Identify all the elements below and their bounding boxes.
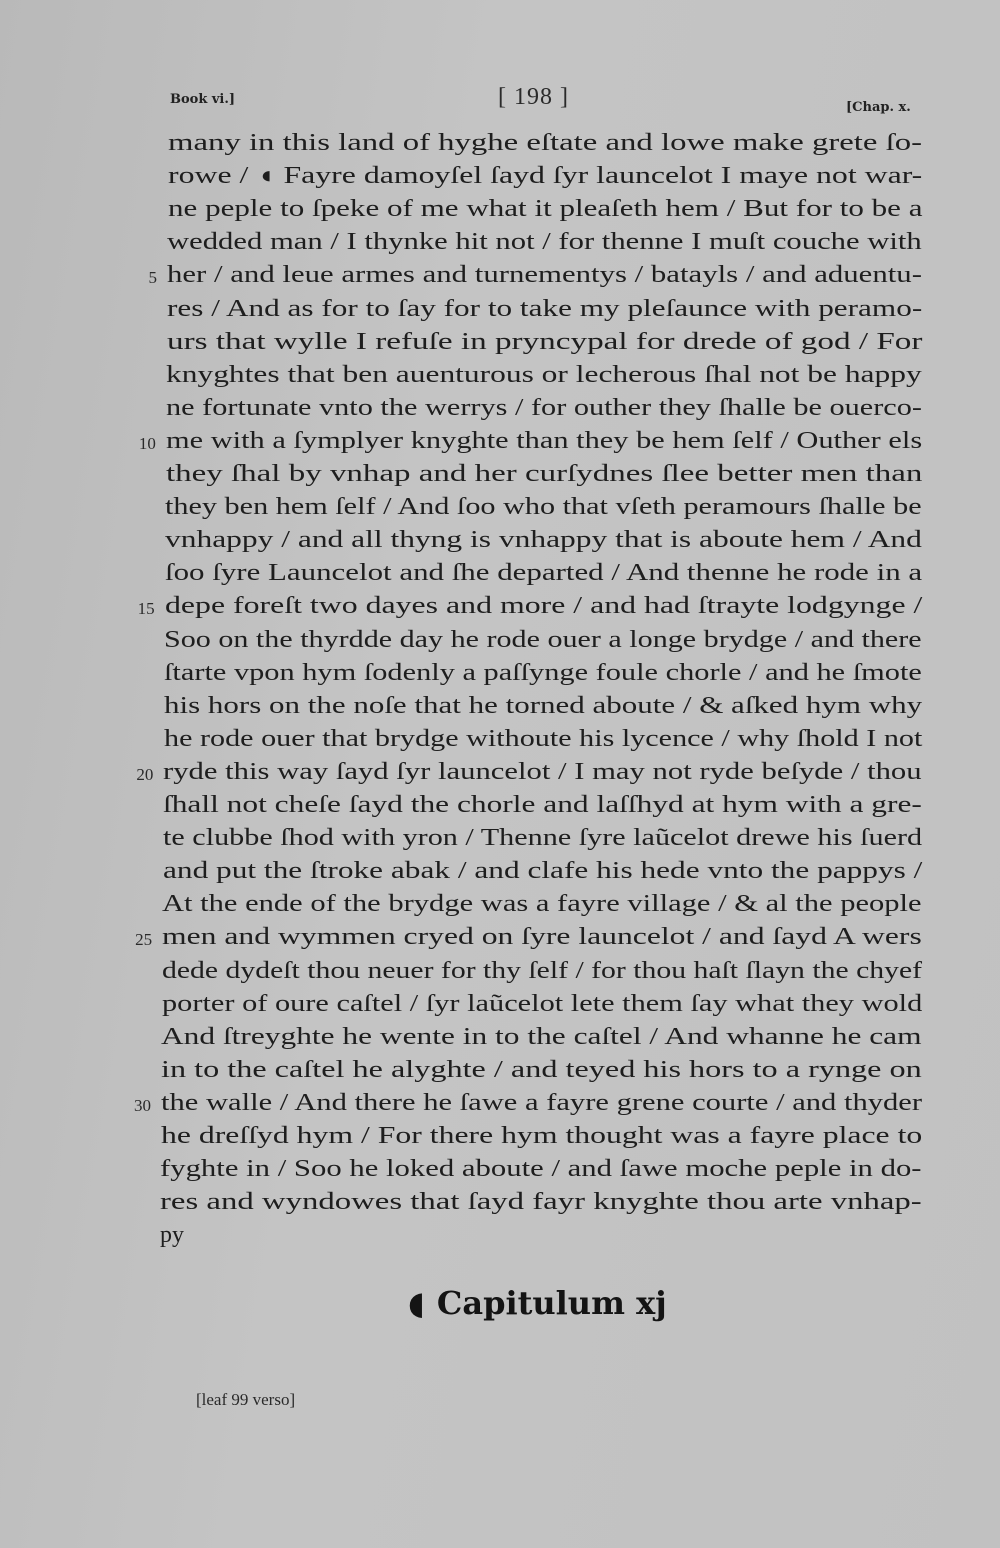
text-line: wedded man / I thynke hit not / for thenne I muſt couche with — [167, 229, 922, 256]
text-line: ryde this way ſayd ſyr launcelot / I may not ryde beſyde / thou — [163, 758, 922, 785]
text-line: and put the ſtroke abak / and clafe his hede vnto the pappys / — [162, 858, 923, 885]
text-line: his hors on the noſe that he torned aboute / & aſked hym why — [163, 692, 922, 719]
page-number: [ 198 ] — [498, 84, 569, 110]
text-line: te clubbe ſhod with yron / Thenne ſyre laũcelot drewe his ſuerd — [162, 825, 923, 852]
text-line: And ſtreyghte he wente in to the caſtel / And whanne he cam — [161, 1023, 923, 1050]
text-line: vnhappy / and all thyng is vnhappy that is aboute hem / And — [165, 527, 922, 554]
text-line: knyghtes that ben auenturous or lecherous ſhal not be happy — [166, 361, 922, 388]
text-line: urs that wylle I refuſe in pryncypal for drede of god / For — [166, 328, 922, 355]
text-line: rowe / ◖ Fayre damoyſel ſayd ſyr launcelot I maye not war- — [167, 163, 922, 190]
text-line: they ben hem ſelf / And ſoo who that vſeth peramours ſhalle be — [165, 494, 922, 521]
text-line: many in this land of hyghe eſtate and lowe make grete ſo- — [168, 130, 922, 156]
text-line: he rode ouer that brydge withoute his lycence / why ſhold I not — [163, 725, 922, 752]
running-head-book: Book vi.] — [170, 92, 236, 107]
line-number: 25 — [135, 930, 153, 950]
text-line: ne peple to ſpeke of me what it pleaſeth hem / But for to be a — [167, 196, 922, 223]
line-number: 20 — [136, 764, 154, 784]
text-line: porter of oure caſtel / ſyr laũcelot lete them ſay what they wold — [161, 990, 922, 1017]
line-number: 30 — [133, 1095, 151, 1115]
text-line: he dreſſyd hym / For there hym thought was a fayre place to — [160, 1123, 922, 1149]
text-line: ſtarte vpon hym ſodenly a paſſynge foule chorle / and he ſmote — [164, 659, 922, 686]
text-line: At the ende of the brydge was a fayre village / & al the people — [162, 891, 923, 918]
chapter-heading — [408, 1284, 667, 1322]
text-line: men and wymmen cryed on ſyre launcelot / and ſayd A wers — [162, 924, 922, 951]
text-line: her / and leue armes and turnementys / batayls / and aduentu- — [167, 262, 922, 289]
line-number: 5 — [148, 268, 158, 288]
line-number: 15 — [137, 599, 155, 619]
text-line: me with a ſymplyer knyghte than they be hem ſelf / Outher els — [165, 427, 922, 454]
text-line: py — [160, 1222, 184, 1249]
text-line: ne fortunate vnto the werrys / for outher they ſhalle be ouerco- — [166, 394, 923, 421]
chapter-title: Capitulum xj — [436, 1284, 667, 1322]
text-line: ſoo ſyre Launcelot and ſhe departed / And thenne he rode in a — [164, 560, 922, 587]
text-line: they ſhal by vnhap and her curſydnes ſlee better men than — [165, 461, 922, 487]
text-line: res and wyndowes that ſayd fayr knyghte thou arte vnhap- — [160, 1189, 922, 1216]
text-line: res / And as for to ſay for to take my pleſaunce with peramo- — [166, 295, 923, 322]
text-line: the walle / And there he ſawe a fayre grene courte / and thyder — [160, 1089, 923, 1116]
pilcrow-icon: ◖ — [408, 1284, 425, 1322]
text-line: ſhall not cheſe ſayd the chorle and laſſhyd at hym with a gre- — [163, 792, 922, 818]
text-line: fyghte in / Soo he loked aboute / and ſawe moche peple in do- — [160, 1156, 923, 1183]
text-line: Soo on the thyrdde day he rode ouer a longe brydge / and there — [164, 626, 923, 653]
text-line: depe foreſt two dayes and more / and had ſtrayte lodgynge / — [164, 593, 923, 620]
text-line: in to the caſtel he alyghte / and teyed his hors to a rynge on — [161, 1056, 922, 1083]
leaf-note: [leaf 99 verso] — [196, 1390, 296, 1409]
running-head-chapter: [Chap. x. — [846, 100, 911, 115]
text-line: dede dydeſt thou neuer for thy ſelf / for thou haſt ſlayn the chyef — [161, 957, 923, 984]
line-number: 10 — [138, 433, 156, 453]
